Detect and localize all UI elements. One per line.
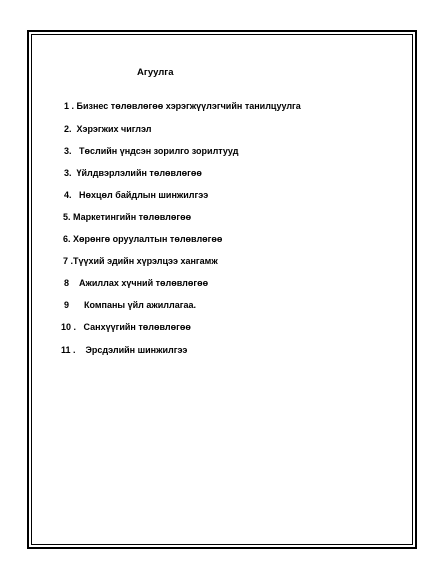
toc-item-5: 4. Нөхцөл байдлын шинжилгээ [64, 190, 209, 200]
toc-item-11: 10 . Санхүүгийн төлөвлөгөө [61, 322, 191, 332]
toc-item-4: 3. Үйлдвэрлэлийн төлөвлөгөө [64, 168, 202, 178]
toc-title: Агуулга [137, 67, 174, 78]
toc-item-2: 2. Хэрэгжих чиглэл [64, 124, 152, 134]
toc-item-8: 7 .Түүхий эдийн хүрэлцээ хангамж [63, 256, 218, 266]
toc-item-7: 6. Хөрөнгө оруулалтын төлөвлөгөө [63, 234, 223, 244]
toc-item-6: 5. Маркетингийн төлөвлөгөө [63, 212, 192, 222]
toc-item-12: 11 . Эрсдэлийн шинжилгээ [61, 345, 188, 355]
toc-item-1: 1 . Бизнес төлөвлөгөө хэрэгжүүлэгчийн танилцуулга [64, 101, 301, 111]
toc-item-9: 8 Ажиллах хүчний төлөвлөгөө [64, 278, 209, 288]
toc-item-10: 9 Компаны үйл ажиллагаа. [64, 300, 196, 310]
toc-item-3: 3. Төслийн үндсэн зорилго зорилтууд [64, 146, 239, 156]
